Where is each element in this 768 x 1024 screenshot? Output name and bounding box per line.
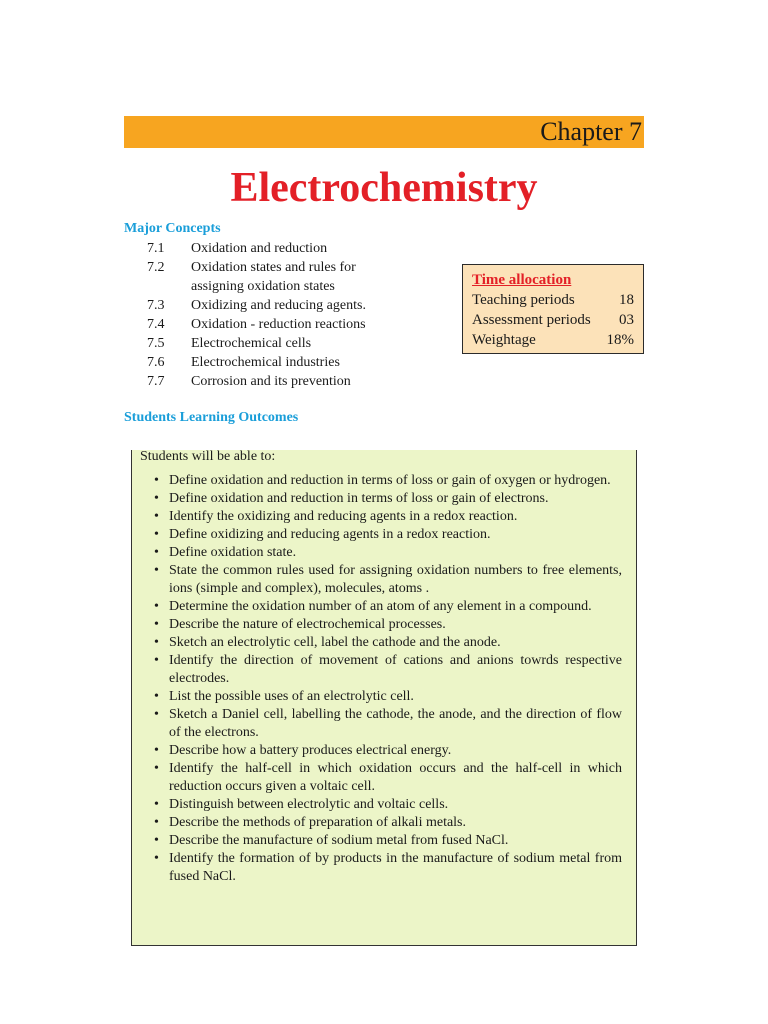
outcome-item: • Distinguish between electrolytic and voltaic cells. <box>154 796 622 814</box>
concept-item <box>147 372 447 391</box>
time-row-label: Teaching periods <box>472 292 575 308</box>
concept-item <box>147 239 447 258</box>
outcome-item: • Describe the nature of electrochemical processes. <box>154 616 622 634</box>
concept-number: 7.6 <box>147 355 165 370</box>
concept-number: 7.7 <box>147 374 165 389</box>
chapter-bar <box>124 116 644 148</box>
outcome-item: • Sketch a Daniel cell, labelling the cathode, the anode, and the direction of flow of the electrons. <box>154 706 622 742</box>
concept-number: 7.5 <box>147 336 165 351</box>
time-allocation-box <box>462 264 644 354</box>
concept-text: Oxidation states and rules for assigning oxidation states <box>191 260 356 294</box>
outcomes-list <box>140 472 622 886</box>
concept-text: Corrosion and its prevention <box>191 374 351 389</box>
major-concepts-list <box>147 239 447 391</box>
time-row-label: Weightage <box>472 332 536 348</box>
outcome-item: • Define oxidation state. <box>154 544 622 562</box>
concept-item <box>147 334 447 353</box>
major-concepts-heading: Major Concepts <box>124 221 221 236</box>
concept-item <box>147 315 447 334</box>
outcome-item: • Identify the oxidizing and reducing agents in a redox reaction. <box>154 508 622 526</box>
outcome-item: • Define oxidation and reduction in terms of loss or gain of electrons. <box>154 490 622 508</box>
outcome-item: • Describe how a battery produces electrical energy. <box>154 742 622 760</box>
outcome-item: • Describe the methods of preparation of alkali metals. <box>154 814 622 832</box>
outcome-item: • Define oxidation and reduction in terms of loss or gain of oxygen or hydrogen. <box>154 472 622 490</box>
concept-number: 7.2 <box>147 260 165 275</box>
time-row-value: 18% <box>606 332 634 348</box>
page-title: Electrochemistry <box>230 165 538 211</box>
time-allocation-title: Time allocation <box>472 272 572 288</box>
time-row <box>472 330 634 350</box>
outcomes-intro: Students will be able to: <box>140 449 276 464</box>
time-row-label: Assessment periods <box>472 312 591 328</box>
concept-item <box>147 296 447 315</box>
outcome-item: • Identify the formation of by products in the manufacture of sodium metal from fused NaCl. <box>154 850 622 886</box>
outcome-item: • Define oxidizing and reducing agents in a redox reaction. <box>154 526 622 544</box>
time-row <box>472 310 634 330</box>
concept-item <box>147 353 447 372</box>
concept-number: 7.3 <box>147 298 165 313</box>
outcome-item: • State the common rules used for assigning oxidation numbers to free elements, ions (simple and complex), molecules, atoms . <box>154 562 622 598</box>
chapter-label: Chapter 7 <box>540 117 642 146</box>
concept-text: Electrochemical industries <box>191 355 340 370</box>
learning-outcomes-heading: Students Learning Outcomes <box>124 410 299 425</box>
outcome-item: • Determine the oxidation number of an atom of any element in a compound. <box>154 598 622 616</box>
concept-text: Oxidation - reduction reactions <box>191 317 366 332</box>
time-row-value: 03 <box>619 312 634 328</box>
outcome-item: • Sketch an electrolytic cell, label the cathode and the anode. <box>154 634 622 652</box>
concept-number: 7.4 <box>147 317 165 332</box>
concept-item <box>147 258 447 296</box>
concept-text: Oxidizing and reducing agents. <box>191 298 366 313</box>
concept-number: 7.1 <box>147 241 165 256</box>
time-row-value: 18 <box>619 292 634 308</box>
time-row <box>472 290 634 310</box>
concept-text: Electrochemical cells <box>191 336 312 351</box>
outcome-item: • Identify the direction of movement of cations and anions towrds respective electrodes. <box>154 652 622 688</box>
outcome-item: • Describe the manufacture of sodium metal from fused NaCl. <box>154 832 622 850</box>
outcome-item: • List the possible uses of an electrolytic cell. <box>154 688 622 706</box>
concept-text: Oxidation and reduction <box>191 241 328 256</box>
outcome-item: • Identify the half-cell in which oxidation occurs and the half-cell in which reduction occurs given a voltaic cell. <box>154 760 622 796</box>
learning-outcomes-box <box>131 450 637 946</box>
